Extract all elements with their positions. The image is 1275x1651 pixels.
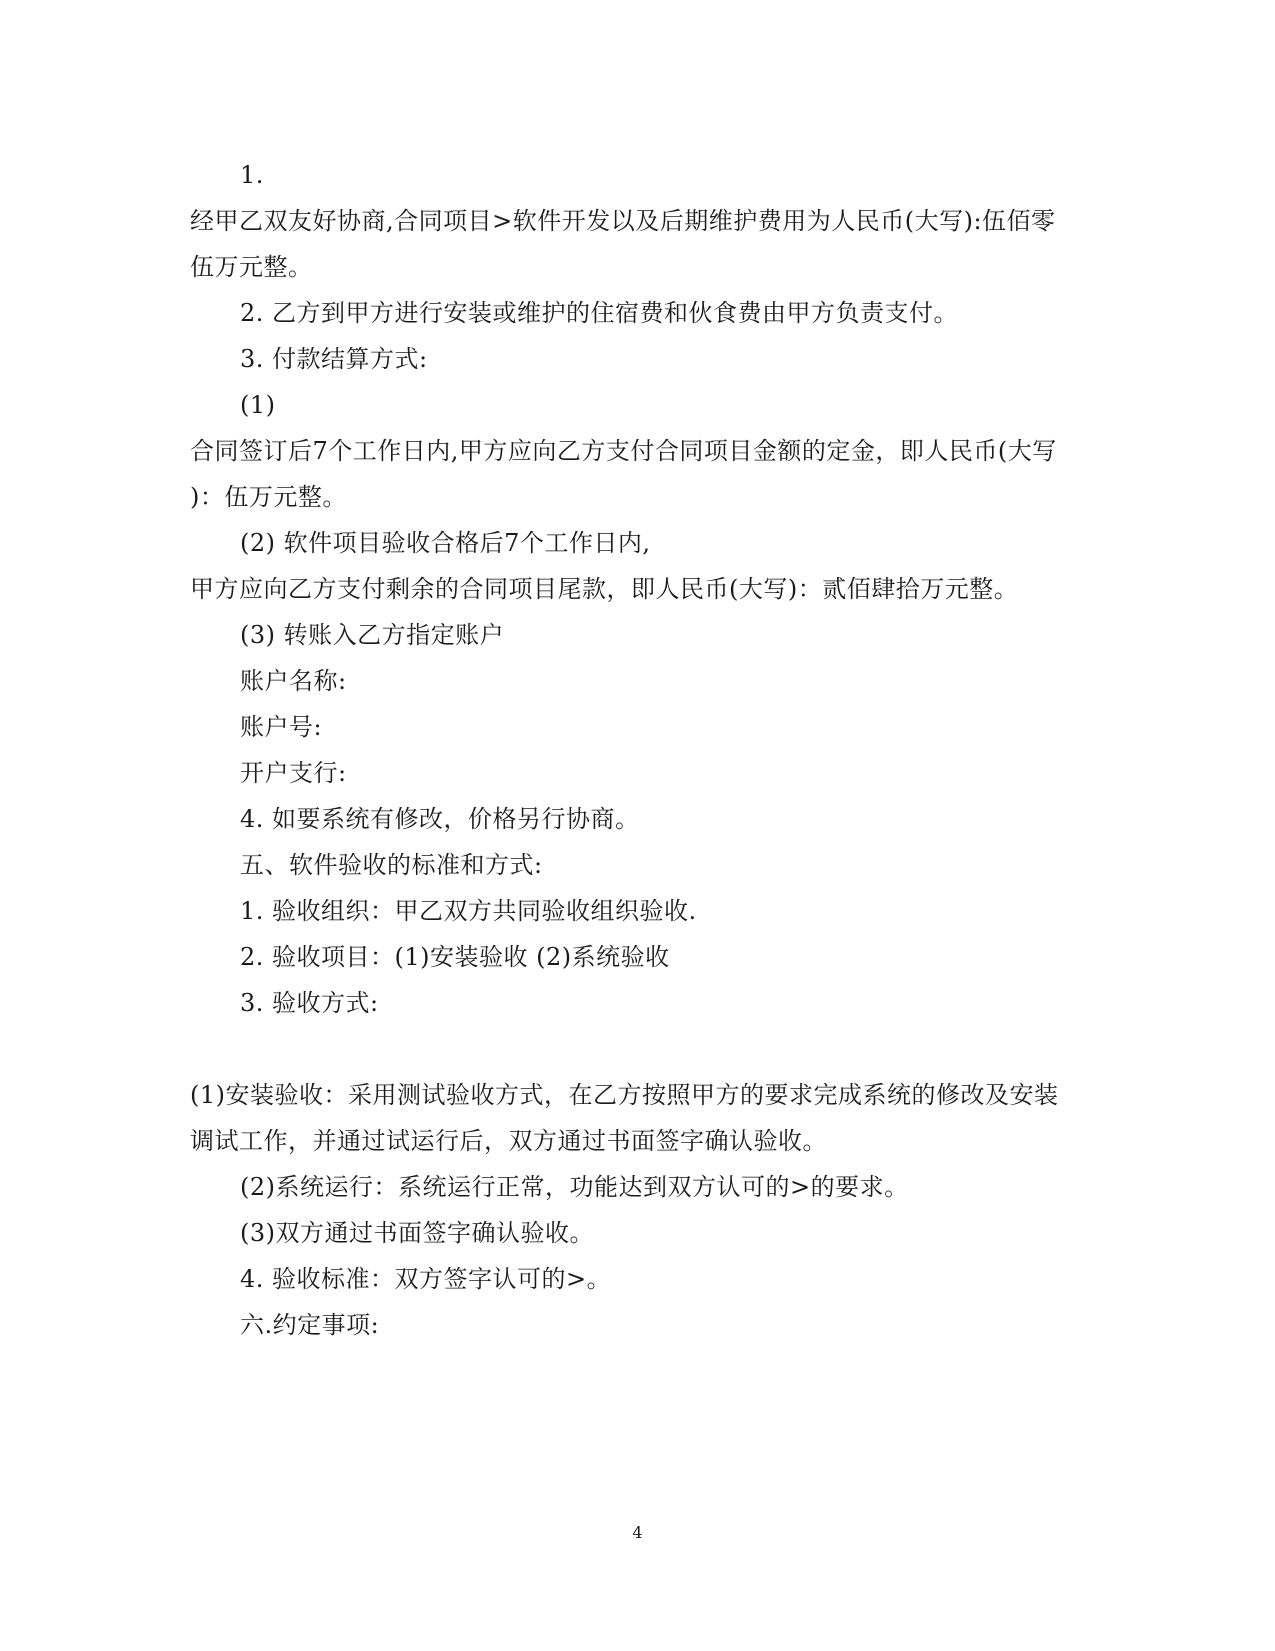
paragraph-line: 1.	[240, 161, 264, 189]
paragraph-line: (3) 转账入乙方指定账户	[240, 621, 505, 649]
paragraph-line: 账户号:	[240, 713, 323, 741]
paragraph-line: 开户支行:	[240, 759, 347, 787]
paragraph-line: (3)双方通过书面签字确认验收。	[240, 1219, 594, 1247]
paragraph-line: 合同签订后7个工作日内,甲方应向乙方支付合同项目金额的定金，即人民币(大写	[190, 437, 1057, 465]
section-heading: 六.约定事项:	[240, 1311, 380, 1339]
paragraph-line: 伍万元整。	[190, 253, 313, 281]
paragraph-line: 2. 乙方到甲方进行安装或维护的住宿费和伙食费由甲方负责支付。	[240, 299, 959, 327]
paragraph-line: (2)系统运行：系统运行正常，功能达到双方认可的>的要求。	[240, 1173, 909, 1201]
paragraph-line: )：伍万元整。	[190, 483, 347, 511]
paragraph-line: 甲方应向乙方支付剩余的合同项目尾款，即人民币(大写)：贰佰肆拾万元整。	[190, 575, 1019, 603]
paragraph-line: 4. 验收标准：双方签字认可的>。	[240, 1265, 612, 1293]
paragraph-line: (1)安装验收：采用测试验收方式，在乙方按照甲方的要求完成系统的修改及安装	[190, 1081, 1059, 1109]
paragraph-line: (2) 软件项目验收合格后7个工作日内,	[240, 529, 651, 557]
paragraph-line: 3. 验收方式:	[240, 989, 379, 1017]
paragraph-line: 1. 验收组织：甲乙双方共同验收组织验收.	[240, 897, 697, 925]
paragraph-line: 2. 验收项目：(1)安装验收 (2)系统验收	[240, 943, 670, 971]
paragraph-line: 3. 付款结算方式:	[240, 345, 428, 373]
page-number: 4	[632, 1523, 643, 1542]
paragraph-line: (1)	[240, 391, 276, 419]
paragraph-line: 账户名称:	[240, 667, 347, 695]
section-heading: 五、软件验收的标准和方式:	[240, 851, 543, 879]
paragraph-line: 调试工作，并通过试运行后，双方通过书面签字确认验收。	[190, 1127, 827, 1155]
paragraph-line: 4. 如要系统有修改，价格另行协商。	[240, 805, 640, 833]
paragraph-line: 经甲乙双友好协商,合同项目>软件开发以及后期维护费用为人民币(大写):伍佰零	[190, 207, 1056, 235]
